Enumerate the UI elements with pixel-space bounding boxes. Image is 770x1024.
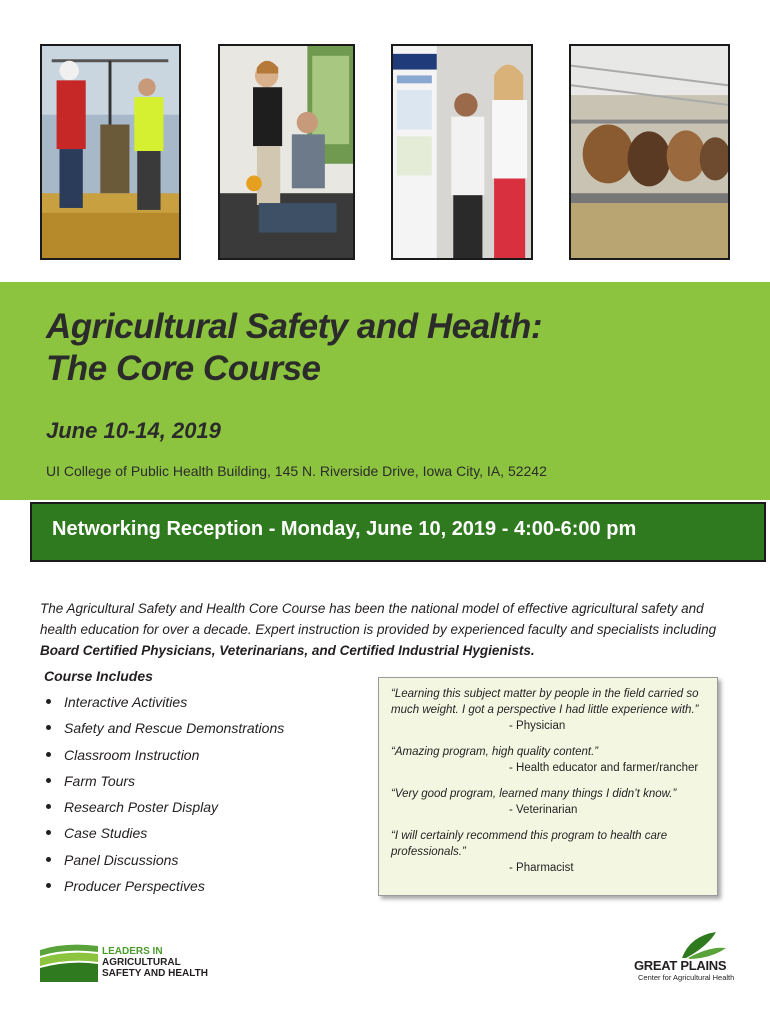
testimonial-quote: “Amazing program, high quality content.” [391, 746, 599, 758]
list-item: Farm Tours [44, 771, 284, 797]
course-dates: June 10-14, 2019 [46, 418, 221, 443]
list-item: Research Poster Display [44, 797, 284, 823]
course-includes-list [44, 692, 284, 902]
course-title [46, 306, 542, 390]
course-includes-heading: Course Includes [44, 668, 153, 684]
intro-text: The Agricultural Safety and Health Core Course has been the national model of effective agricultural safety and health education for over a decade. Expert instruction is provided by experienced faculty and specialists including [40, 600, 717, 637]
title-line-1: Agricultural Safety and Health: [46, 307, 542, 346]
networking-reception-banner: Networking Reception - Monday, June 10, 2019 - 4:00-6:00 pm [30, 502, 766, 562]
list-item: Safety and Rescue Demonstrations [44, 718, 284, 744]
leaders-line-2: AGRICULTURAL [102, 957, 181, 968]
list-item: Producer Perspectives [44, 876, 284, 902]
classroom-demo-photo [218, 44, 355, 260]
testimonial-quote: “I will certainly recommend this program to health care professionals.” [391, 830, 668, 858]
title-line-2: The Core Course [46, 349, 321, 388]
rescue-training-photo [40, 44, 181, 260]
poster-display-photo [391, 44, 533, 260]
list-item: Interactive Activities [44, 692, 284, 718]
great-plains-logo [630, 928, 740, 984]
dairy-cows-photo [569, 44, 730, 260]
testimonial-quote: “Learning this subject matter by people in the field carried so much weight. I got a perspective I had little experience with.” [391, 688, 699, 716]
intro-bold-text: Board Certified Physicians, Veterinarians, and Certified Industrial Hygienists. [40, 642, 535, 658]
wheat-leaf-icon [630, 928, 740, 960]
testimonials-box [378, 677, 718, 896]
testimonial-attribution: - Physician [509, 720, 566, 732]
list-item: Classroom Instruction [44, 745, 284, 771]
testimonial-attribution: - Pharmacist [509, 862, 574, 874]
intro-paragraph [40, 598, 730, 661]
venue-address: UI College of Public Health Building, 145 N. Riverside Drive, Iowa City, IA, 52242 [46, 463, 547, 479]
testimonial-attribution: - Health educator and farmer/rancher [509, 762, 699, 774]
great-plains-name: GREAT PLAINS [634, 958, 727, 973]
testimonial-attribution: - Veterinarian [509, 804, 578, 816]
leaders-line-3: SAFETY AND HEALTH [102, 968, 208, 979]
testimonial-quote: “Very good program, learned many things I didn’t know.” [391, 788, 677, 800]
great-plains-subtitle: Center for Agricultural Health [638, 973, 735, 982]
leaders-logo [40, 940, 240, 985]
list-item: Case Studies [44, 823, 284, 849]
leaders-logo-text [102, 946, 208, 979]
field-stripes-icon [40, 940, 98, 982]
list-item: Panel Discussions [44, 850, 284, 876]
leaders-line-1: LEADERS IN [102, 946, 163, 957]
